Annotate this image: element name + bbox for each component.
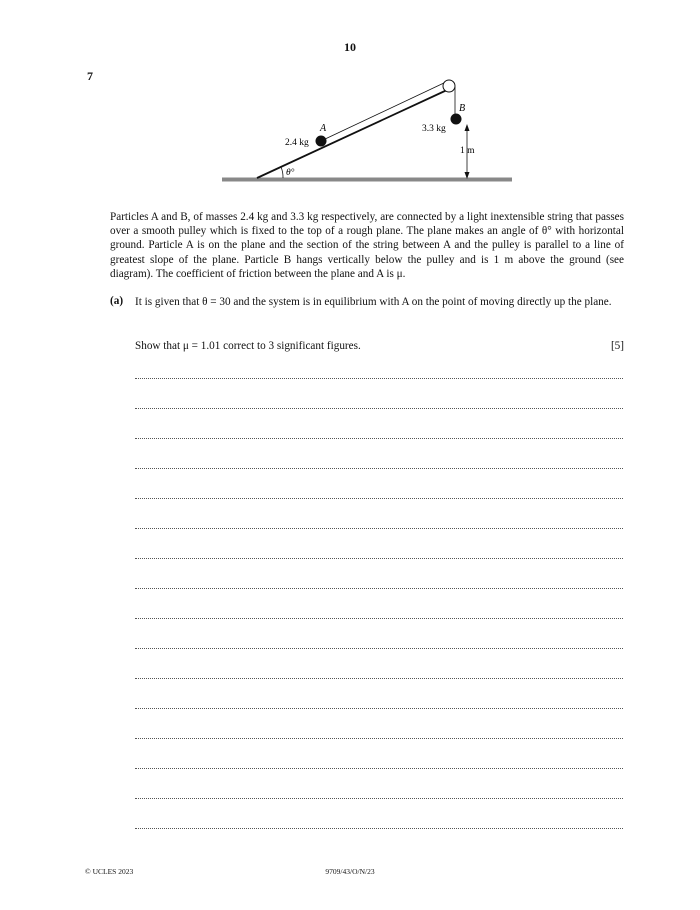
page-number: 10 xyxy=(344,40,356,54)
answer-line[interactable] xyxy=(135,528,623,529)
answer-line[interactable] xyxy=(135,768,623,769)
angle-label: θ° xyxy=(286,168,295,178)
pulley-diagram xyxy=(0,0,700,200)
answer-line[interactable] xyxy=(135,828,623,829)
answer-line[interactable] xyxy=(135,738,623,739)
question-number: 7 xyxy=(87,69,93,83)
label-b: B xyxy=(459,103,466,114)
mass-b-label: 3.3 kg xyxy=(422,124,446,134)
label-a: A xyxy=(320,123,327,134)
answer-line[interactable] xyxy=(135,798,623,799)
part-a-text: It is given that θ = 30 and the system is in equilibrium with A on the point of moving directly up the plane. xyxy=(135,296,612,308)
answer-line[interactable] xyxy=(135,648,623,649)
inclined-plane xyxy=(257,90,447,178)
height-label: 1 m xyxy=(460,146,475,156)
angle-arc xyxy=(281,167,283,178)
answer-line[interactable] xyxy=(135,558,623,559)
mass-a-label: 2.4 kg xyxy=(285,138,309,148)
paper-code: 9709/43/O/N/23 xyxy=(325,867,375,876)
answer-line[interactable] xyxy=(135,468,623,469)
answer-line[interactable] xyxy=(135,378,623,379)
question-stem: Particles A and B, of masses 2.4 kg and 3.3 kg respectively, are connected by a light inextensible string that passes over a smooth pulley which is fixed to the top of a rough plane. The plane makes an angle of θ° with horizontal ground. Particle A is on the plane and the section of the string between A and the pulley is parallel to a line of greatest slope of the plane. Particle B hangs vertically below the pulley and is 1 m above the ground (see diagram). The coefficient of friction between the plane and A is μ. xyxy=(110,211,624,280)
answer-line[interactable] xyxy=(135,498,623,499)
answer-line[interactable] xyxy=(135,588,623,589)
particle-b xyxy=(451,114,462,125)
answer-line[interactable] xyxy=(135,618,623,619)
answer-line[interactable] xyxy=(135,408,623,409)
pulley xyxy=(443,80,455,92)
marks: [5] xyxy=(610,340,624,352)
answer-line[interactable] xyxy=(135,438,623,439)
answer-line[interactable] xyxy=(135,708,623,709)
part-a-instruction: Show that μ = 1.01 correct to 3 significant figures. xyxy=(135,340,361,352)
copyright: © UCLES 2023 xyxy=(85,867,134,876)
particle-a xyxy=(316,136,327,147)
part-a-label: (a) xyxy=(110,295,124,307)
answer-line[interactable] xyxy=(135,678,623,679)
